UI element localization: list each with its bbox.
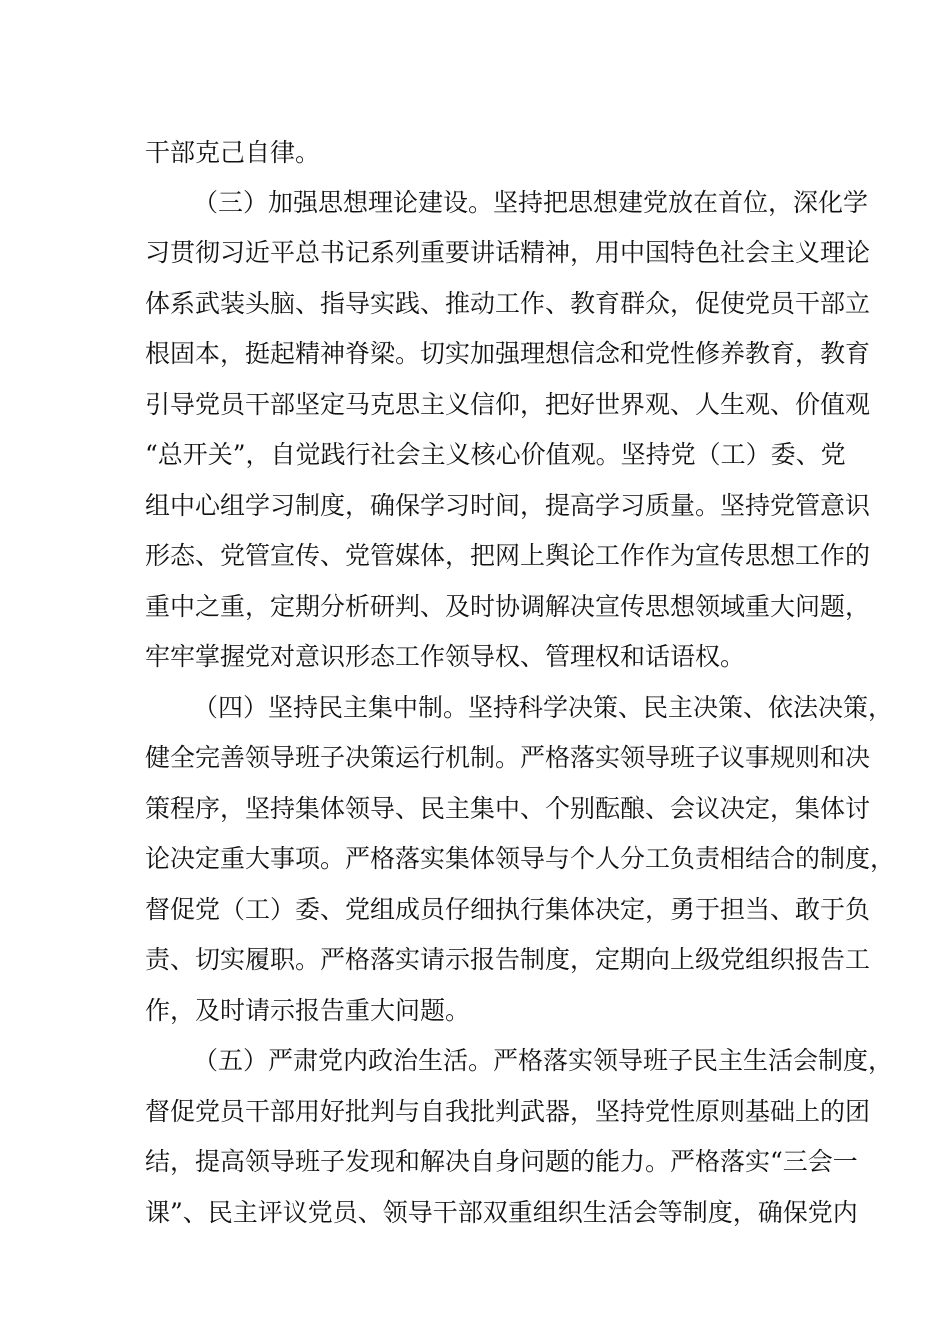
text-line: 组中心组学习制度，确保学习时间，提高学习质量。坚持党管意识 xyxy=(145,491,871,520)
text-line: 健全完善领导班子决策运行机制。严格落实领导班子议事规则和决 xyxy=(145,743,871,772)
text-line: 引导党员干部坚定马克思主义信仰，把好世界观、人生观、价值观 xyxy=(145,390,871,419)
section-heading-line: （三）加强思想理论建设。坚持把思想建党放在首位，深化学 xyxy=(193,188,869,217)
text-line: 作，及时请示报告重大问题。 xyxy=(145,996,471,1025)
text-line: 督促党（工）委、党组成员仔细执行集体决定，勇于担当、敢于负 xyxy=(145,895,871,924)
text-line: 体系武装头脑、指导实践、推动工作、教育群众，促使党员干部立 xyxy=(145,289,871,318)
text-line: 责、切实履职。严格落实请示报告制度，定期向上级党组织报告工 xyxy=(145,945,871,974)
text-line: 督促党员干部用好批判与自我批判武器，坚持党性原则基础上的团 xyxy=(145,1097,871,1126)
text-line: 形态、党管宣传、党管媒体，把网上舆论工作作为宣传思想工作的 xyxy=(145,541,871,570)
text-line: 干部克己自律。 xyxy=(145,138,321,167)
section-heading-line: （四）坚持民主集中制。坚持科学决策、民主决策、依法决策， xyxy=(193,693,894,722)
text-line: 习贯彻习近平总书记系列重要讲话精神，用中国特色社会主义理论 xyxy=(145,238,871,267)
text-line: 策程序，坚持集体领导、民主集中、个别酝酿、会议决定，集体讨 xyxy=(145,794,871,823)
section-heading-line: （五）严肃党内政治生活。严格落实领导班子民主生活会制度， xyxy=(193,1046,894,1075)
text-line: 课”、民主评议党员、领导干部双重组织生活会等制度，确保党内 xyxy=(145,1198,858,1227)
text-line: 牢牢掌握党对意识形态工作领导权、管理权和话语权。 xyxy=(145,642,746,671)
text-line: 根固本，挺起精神脊梁。切实加强理想信念和党性修养教育，教育 xyxy=(145,339,871,368)
text-line: 结，提高领导班子发现和解决自身问题的能力。严格落实“三会一 xyxy=(145,1147,858,1176)
text-line: 重中之重，定期分析研判、及时协调解决宣传思想领域重大问题， xyxy=(145,592,871,621)
text-line: “总开关”，自觉践行社会主义核心价值观。坚持党（工）委、党 xyxy=(145,440,846,469)
text-line: 论决定重大事项。严格落实集体领导与个人分工负责相结合的制度， xyxy=(145,844,896,873)
